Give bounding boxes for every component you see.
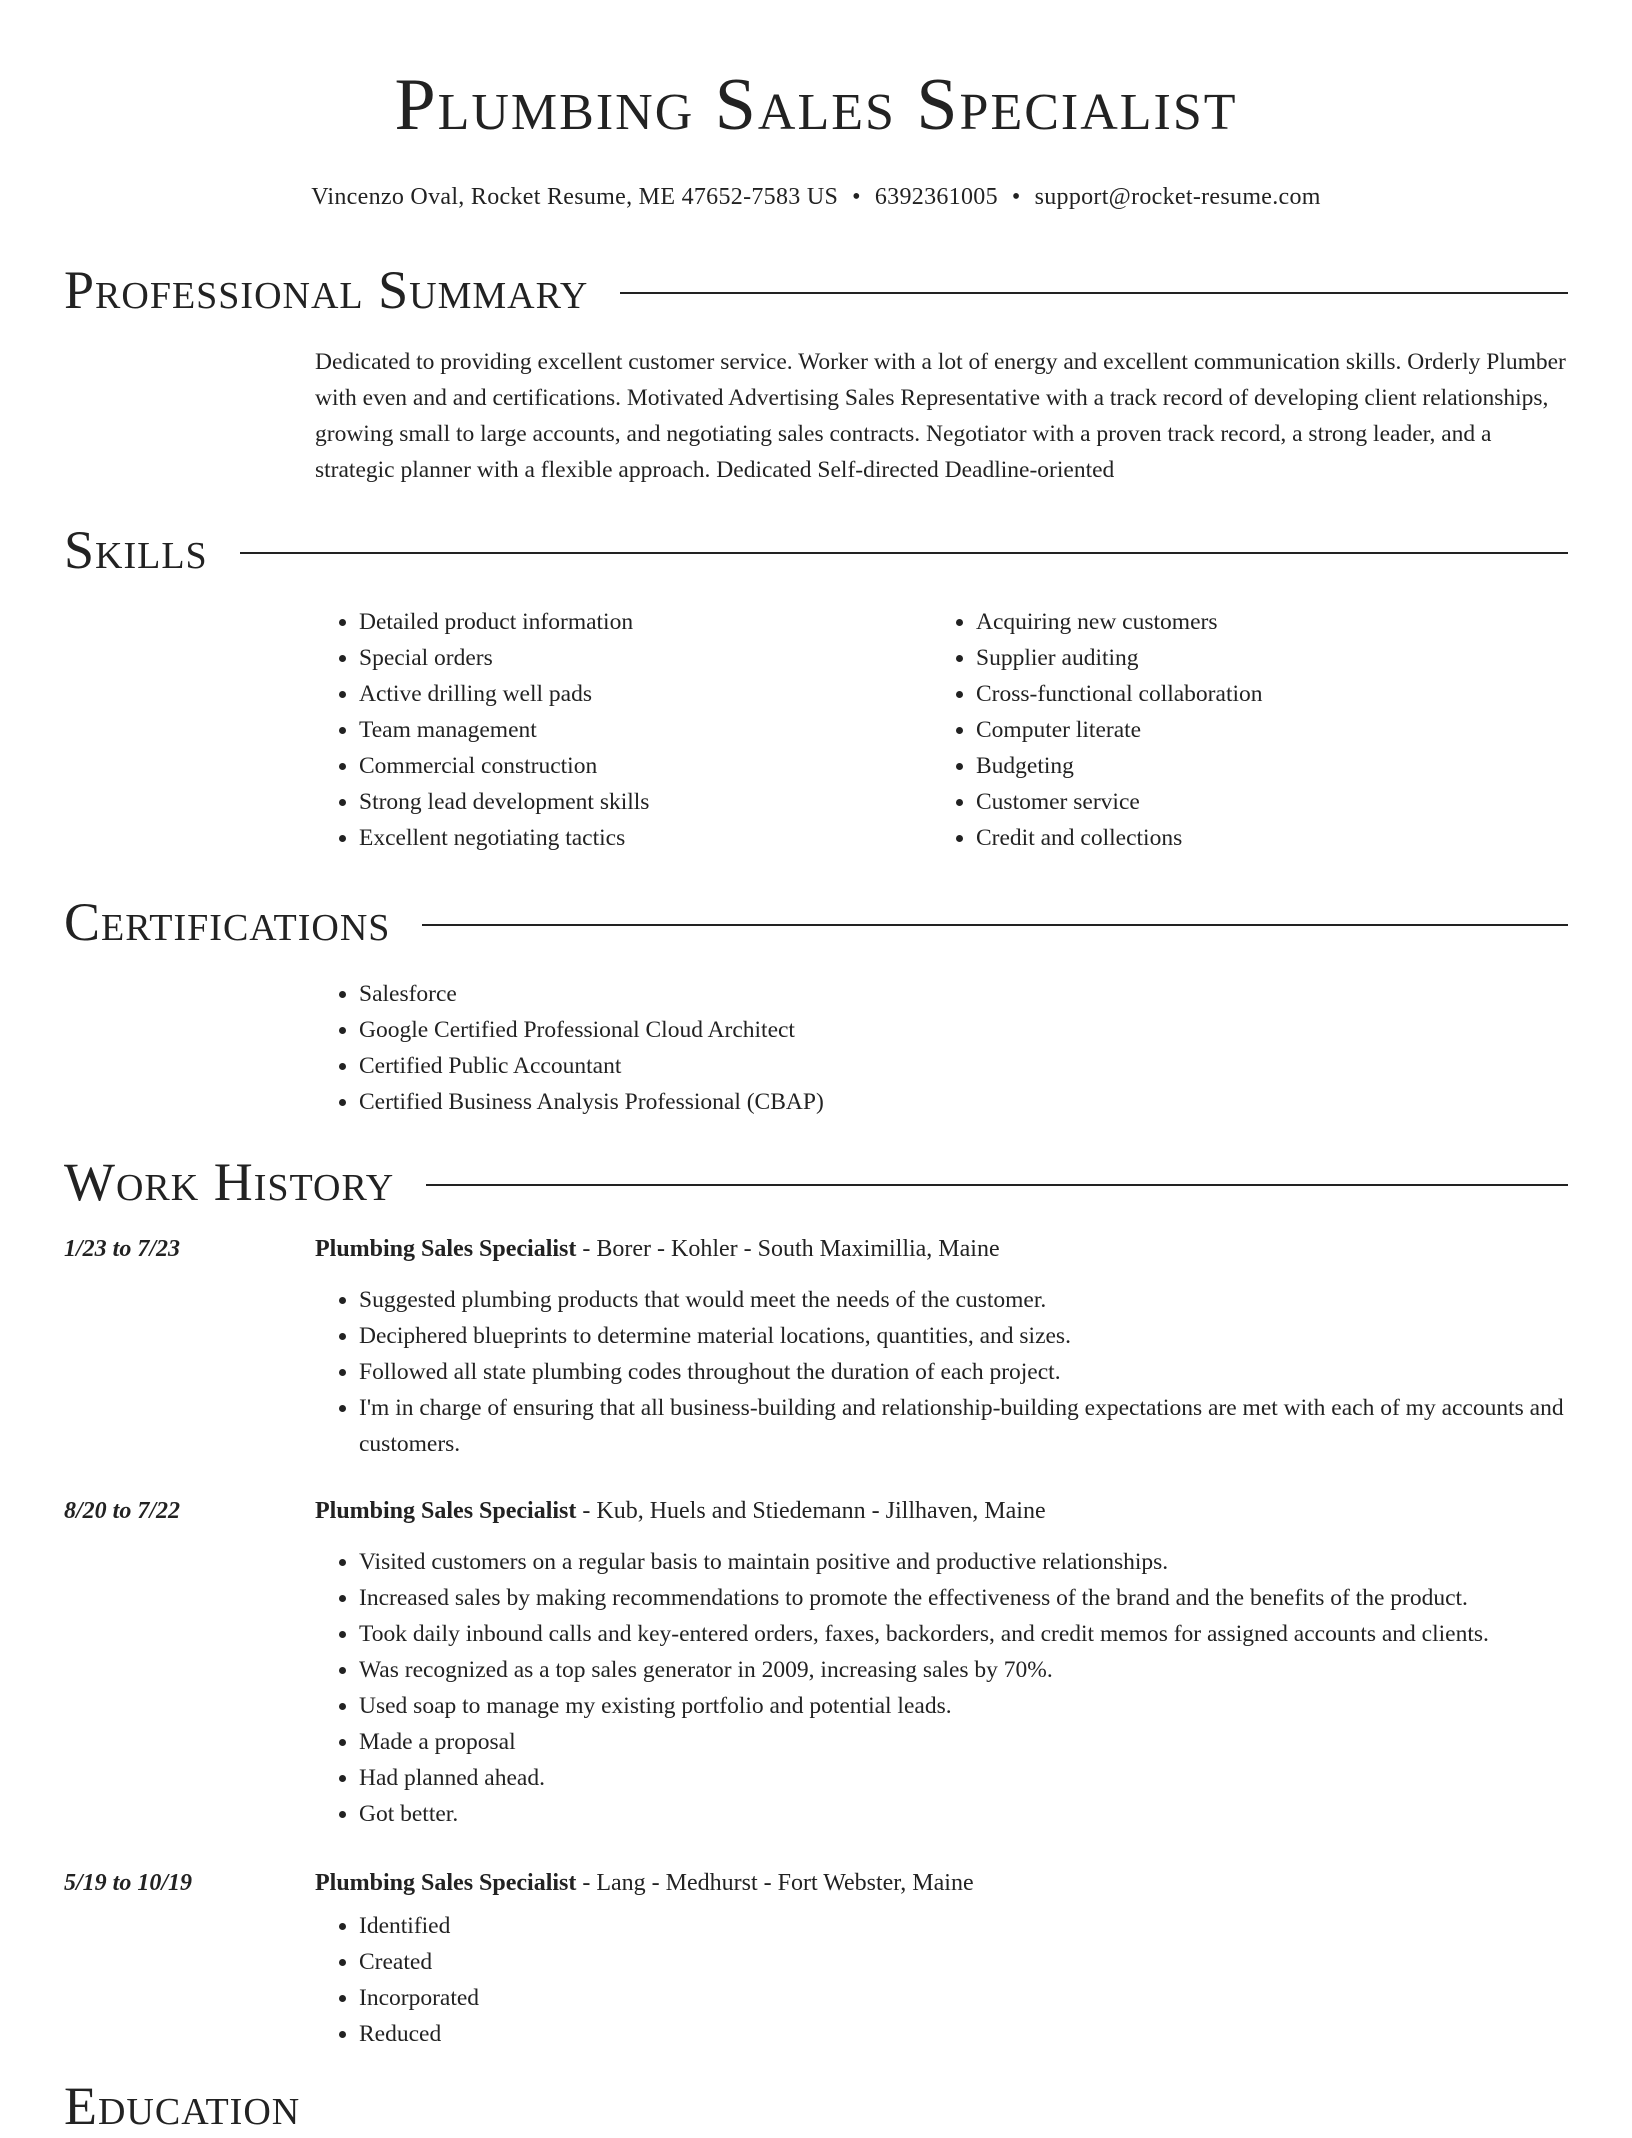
job-body: [315, 1494, 1568, 1832]
job-bullet: • Made a proposal: [359, 1724, 1568, 1760]
contact-phone: 6392361005: [874, 184, 998, 210]
contact-line: [64, 182, 1568, 212]
skill-item: • Acquiring new customers: [976, 604, 1549, 640]
certifications-heading: Certifications: [64, 892, 391, 952]
section-divider: [422, 924, 1568, 926]
certification-item: • Certified Public Accountant: [359, 1048, 1568, 1084]
skill-item: • Commercial construction: [359, 748, 932, 784]
job-role: Plumbing Sales Specialist: [315, 1498, 577, 1524]
skill-item: • Team management: [359, 712, 932, 748]
job-bullet: • Used soap to manage my existing portfolio and potential leads.: [359, 1688, 1568, 1724]
job-bullets: [315, 1544, 1568, 1832]
job-bullet: • Deciphered blueprints to determine material locations, quantities, and sizes.: [359, 1318, 1568, 1354]
education-heading: Education: [64, 2076, 301, 2136]
contact-address: Vincenzo Oval, Rocket Resume, ME 47652-7583 US: [311, 184, 839, 210]
job-bullet: • I'm in charge of ensuring that all business-building and relationship-building expectations are met with each of my accounts and customers.: [359, 1390, 1568, 1462]
job-bullet: • Got better.: [359, 1796, 1568, 1832]
job-bullet: • Created: [359, 1944, 1568, 1980]
job-role: Plumbing Sales Specialist: [315, 1870, 577, 1896]
job-bullet: • Took daily inbound calls and key-entered orders, faxes, backorders, and credit memos for assigned accounts and clients.: [359, 1616, 1568, 1652]
summary-heading: Professional Summary: [64, 260, 589, 320]
job-bullet: • Identified: [359, 1908, 1568, 1944]
job-bullets: [315, 1908, 1568, 2052]
job-dates: 5/19 to 10/19: [64, 1870, 193, 1896]
job-bullet: • Visited customers on a regular basis to maintain positive and productive relationships.: [359, 1544, 1568, 1580]
job-entry: [64, 1866, 1568, 2052]
job-header: [315, 1866, 1568, 1900]
summary-body: [315, 344, 1568, 488]
skill-item: • Supplier auditing: [976, 640, 1549, 676]
certification-item: • Salesforce: [359, 976, 1568, 1012]
skill-item: • Budgeting: [976, 748, 1549, 784]
job-entry: [64, 1494, 1568, 1832]
skill-item: • Cross-functional collaboration: [976, 676, 1549, 712]
contact-separator: •: [1011, 184, 1021, 210]
job-bullet: • Was recognized as a top sales generator in 2009, increasing sales by 70%.: [359, 1652, 1568, 1688]
skill-item: • Excellent negotiating tactics: [359, 820, 932, 856]
job-header: [315, 1494, 1568, 1528]
skills-grid: [315, 604, 1568, 856]
skill-item: • Strong lead development skills: [359, 784, 932, 820]
job-bullet: • Reduced: [359, 2016, 1568, 2052]
skills-section-heading: [64, 518, 1568, 582]
skill-item: • Detailed product information: [359, 604, 932, 640]
job-bullet: • Increased sales by making recommendations to promote the effectiveness of the brand and the benefits of the product.: [359, 1580, 1568, 1616]
job-body: [315, 1232, 1568, 1462]
contact-separator: •: [852, 184, 861, 210]
work-history-heading: Work History: [64, 1152, 395, 1212]
job-dates: 8/20 to 7/22: [64, 1498, 181, 1524]
skill-item: • Computer literate: [976, 712, 1549, 748]
skills-heading: Skills: [64, 520, 208, 580]
job-entry: [64, 1232, 1568, 1462]
education-section-heading: [64, 2074, 1568, 2138]
certification-item: • Google Certified Professional Cloud Architect: [359, 1012, 1568, 1048]
job-bullets: [315, 1282, 1568, 1462]
certifications-section-heading: [64, 890, 1568, 954]
job-bullet: • Incorporated: [359, 1980, 1568, 2016]
certification-item: • Certified Business Analysis Professional (CBAP): [359, 1084, 1568, 1120]
skill-item: • Active drilling well pads: [359, 676, 932, 712]
certifications-list: [315, 976, 1568, 1120]
job-header: [315, 1232, 1568, 1266]
section-divider: [620, 292, 1568, 294]
summary-text: Dedicated to providing excellent customer service. Worker with a lot of energy and excellent communication skills. Orderly Plumber with even and and certifications. Motivated Advertising Sales Representative with a track record of developing client relationships, growing small to large accounts, and negotiating sales contracts. Negotiator with a proven track record, a strong leader, and a strategic planner with a flexible approach. Dedicated Self-directed Deadline-oriented: [315, 349, 1566, 483]
job-bullet: • Suggested plumbing products that would meet the needs of the customer.: [359, 1282, 1568, 1318]
skill-item: • Customer service: [976, 784, 1549, 820]
job-employer: - Borer - Kohler - South Maximillia, Maine: [576, 1236, 1000, 1262]
job-dates: 1/23 to 7/23: [64, 1236, 181, 1262]
section-divider: [426, 1184, 1568, 1186]
job-employer: - Lang - Medhurst - Fort Webster, Maine: [576, 1870, 974, 1896]
resume-title: Plumbing Sales Specialist: [394, 64, 1238, 146]
job-body: [315, 1866, 1568, 2052]
certifications-body: [315, 976, 1568, 1120]
skill-item: • Special orders: [359, 640, 932, 676]
job-bullet: • Had planned ahead.: [359, 1760, 1568, 1796]
skills-list-right: [932, 604, 1549, 856]
summary-section-heading: [64, 258, 1568, 322]
contact-email: support@rocket-resume.com: [1034, 184, 1321, 210]
work-history-section-heading: [64, 1150, 1568, 1214]
section-divider: [240, 552, 1568, 554]
skill-item: • Credit and collections: [976, 820, 1549, 856]
job-bullet: • Followed all state plumbing codes throughout the duration of each project.: [359, 1354, 1568, 1390]
job-employer: - Kub, Huels and Stiedemann - Jillhaven, Maine: [576, 1498, 1046, 1524]
skills-list-left: [315, 604, 932, 856]
job-role: Plumbing Sales Specialist: [315, 1236, 577, 1262]
